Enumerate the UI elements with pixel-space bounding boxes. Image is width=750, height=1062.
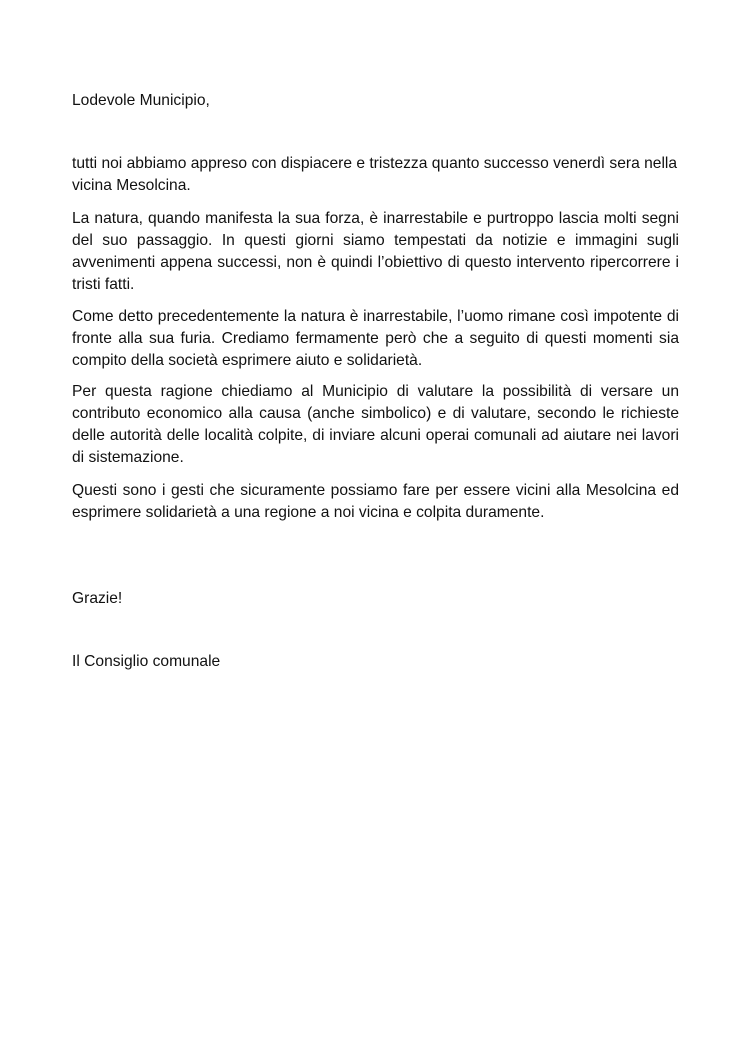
salutation: Lodevole Municipio, [72, 92, 210, 109]
paragraph-request: Per questa ragione chiediamo al Municipio di valutare la possibilità di versare un contributo economico alla causa (anche simbolico) e di valutare, secondo le richieste delle autorità delle località colpite, di inviare alcuni operai comunali ad aiutare nei lavori di sistemazione. [72, 383, 679, 466]
paragraph-intro: tutti noi abbiamo appreso con dispiacere e tristezza quanto successo venerdì sera nella vicina Mesolcina. [72, 155, 678, 194]
paragraph-solidarity: Come detto precedentemente la natura è inarrestabile, l’uomo rimane così impotente di fronte alla sua furia. Crediamo fermamente però che a seguito di questi momenti sia compito della società esprimere aiuto e solidarietà. [72, 308, 679, 369]
paragraph-gestures: Questi sono i gesti che sicuramente possiamo fare per essere vicini alla Mesolcina ed esprimere solidarietà a una regione a noi vicina e colpita duramente. [72, 482, 679, 521]
closing: Grazie! [72, 590, 123, 607]
paragraph-nature: La natura, quando manifesta la sua forza, è inarrestabile e purtroppo lascia molti segni del suo passaggio. In questi giorni siamo tempestati da notizie e immagini sugli avvenimenti appena successi, non è quindi l’obiettivo di questo intervento ripercorrere i tristi fatti. [72, 210, 679, 293]
signature: Il Consiglio comunale [72, 653, 221, 670]
